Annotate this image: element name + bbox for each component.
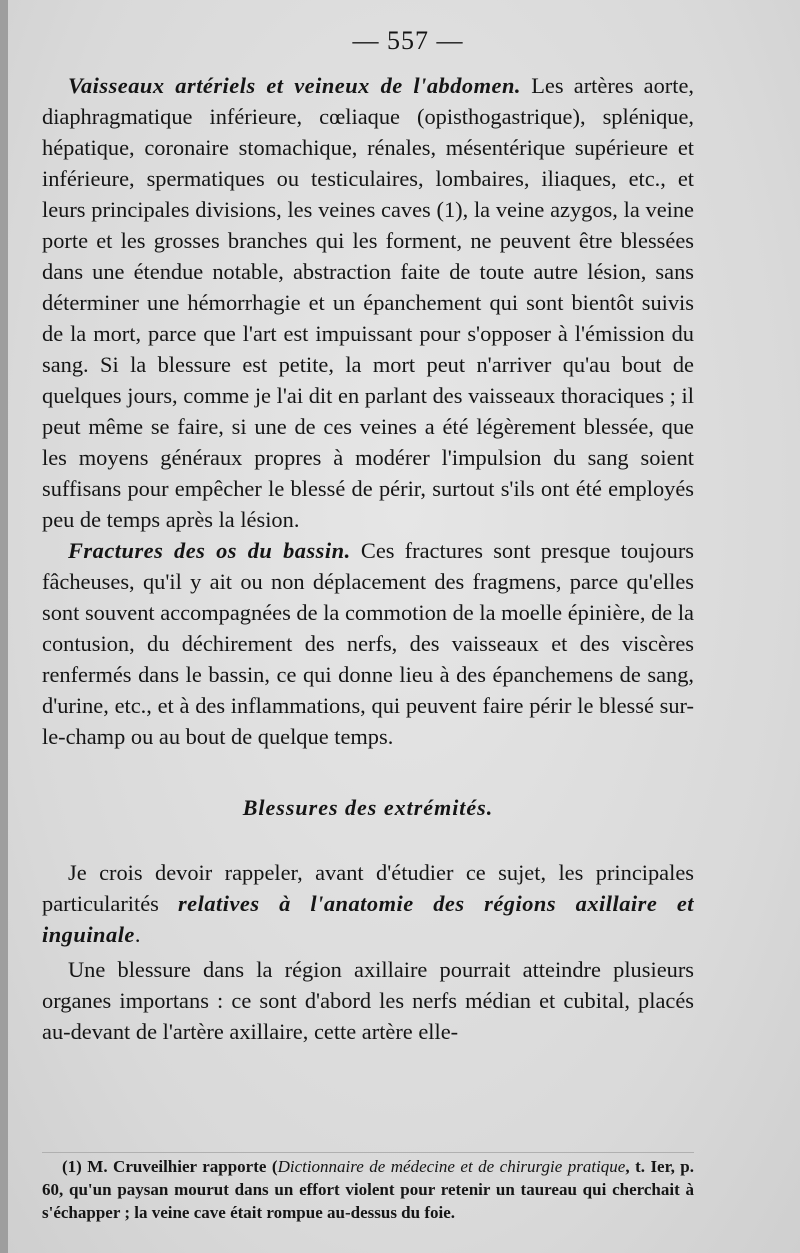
footnote-1 bbox=[42, 1155, 694, 1224]
body-text bbox=[42, 70, 694, 1047]
paragraph-lead-abdominal-vessels: Vaisseaux artériels et veineux de l'abdomen. bbox=[68, 73, 522, 98]
paragraph-axillary-region bbox=[42, 954, 694, 1047]
paragraph-text-pelvic-fractures: Ces fractures sont presque toujours fâcheuses, qu'il y ait ou non déplacement des fragmens, parce qu'elles sont souvent accompagnées de la commotion de la moelle épinière, de la contusion, du déchirement des nerfs, des vaisseaux et des viscères renfermés dans le bassin, ce qui donne lieu à des épanchemens de sang, d'urine, etc., et à des inflammations, qui peuvent faire périr le blessé sur-le-champ ou au bout de quelque temps. bbox=[42, 538, 694, 749]
paragraph-abdominal-vessels bbox=[42, 70, 694, 535]
page-number: — 557 — bbox=[352, 26, 464, 55]
section-title: Blessures des extrémités. bbox=[242, 795, 494, 820]
footnote-area bbox=[42, 1152, 694, 1224]
paragraph-lead-pelvic-fractures: Fractures des os du bassin. bbox=[68, 538, 351, 563]
footnote-text-pre: (1) M. Cruveilhier rapporte ( bbox=[62, 1157, 278, 1176]
footnote-citation: Dictionnaire de médecine et de chirurgie pratique bbox=[277, 1157, 626, 1176]
paragraph-text-axillary: Une blessure dans la région axillaire pourrait atteindre plusieurs organes importans : ce sont d'abord les nerfs médian et cubital, placés au-devant de l'artère axillaire, cette artère elle- bbox=[42, 957, 694, 1044]
paragraph-text-intro-post: . bbox=[134, 922, 141, 947]
paragraph-text-abdominal-vessels: Les artères aorte, diaphragmatique inférieure, cœliaque (opisthogastrique), splénique, hépatique, coronaire stomachique, rénales, mésentérique supérieure et inférieure, spermatiques ou testiculaires, lombaires, iliaques, etc., et leurs principales divisions, les veines caves (1), la veine azygos, la veine porte et les grosses branches qui les forment, ne peuvent être blessées dans une étendue notable, abstraction faite de toute autre lésion, sans déterminer une hémorrhagie et un épanchement qui sont bientôt suivis de la mort, parce que l'art est impuissant pour s'opposer à l'émission du sang. Si la blessure est petite, la mort peut n'arriver qu'au bout de quelques jours, comme je l'ai dit en parlant des vaisseaux thoraciques ; il peut même se faire, si une de ces veines a été légèrement blessée, que les moyens généraux propres à modérer l'impulsion du sang soient suffisans pour empêcher le blessé de périr, surtout s'ils ont été employés peu de temps après la lésion. bbox=[42, 73, 694, 532]
paragraph-intro-extremities bbox=[42, 857, 694, 950]
paragraph-pelvic-fractures bbox=[42, 535, 694, 752]
paragraph-emphasis-regions: relatives à l'anatomie des régions axillaire et inguinale bbox=[42, 891, 694, 947]
footnote-text-post: , t. Ier, p. 60, qu'un paysan mourut dans un effort violent pour retenir un taureau qui cherchait à s'échapper ; la veine cave était rompue au-dessus du foie. bbox=[42, 1157, 695, 1222]
paragraph-text-intro-pre: Je crois devoir rappeler, avant d'étudier ce sujet, les principales particularités bbox=[42, 860, 694, 916]
